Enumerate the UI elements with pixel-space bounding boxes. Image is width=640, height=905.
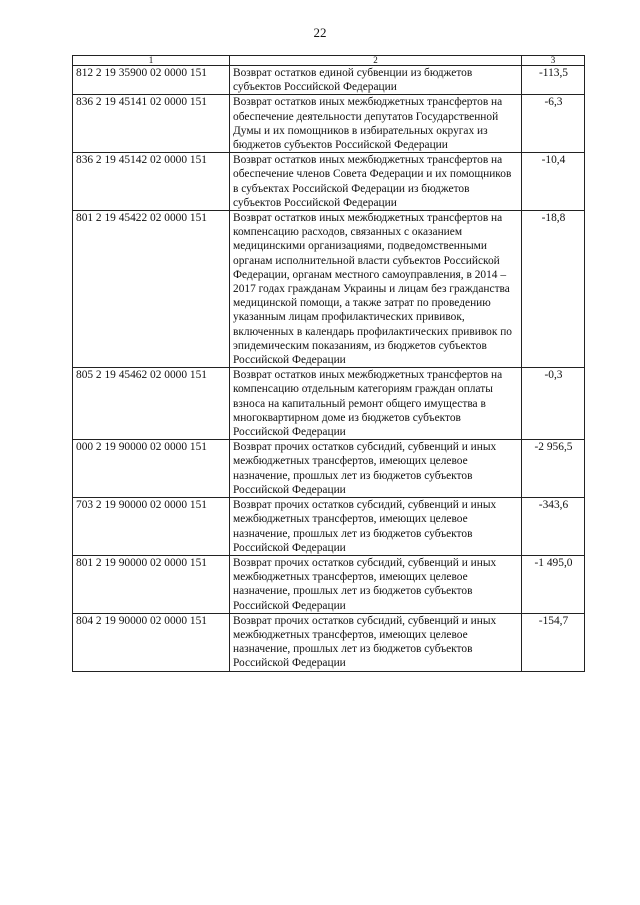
budget-code-cell: 805 2 19 45462 02 0000 151 — [73, 368, 230, 440]
amount-cell: -113,5 — [522, 66, 585, 95]
description-cell: Возврат остатков единой субвенции из бюджетов субъектов Российской Федерации — [230, 66, 522, 95]
budget-code-cell: 801 2 19 45422 02 0000 151 — [73, 211, 230, 368]
table-row — [73, 440, 585, 498]
amount-cell: -1 495,0 — [522, 555, 585, 613]
description-cell: Возврат остатков иных межбюджетных трансфертов на компенсацию расходов, связанных с оказанием медицинскими организациями, подведомственными органам исполнительной власти субъектов Российской Федерации, органам местного самоуправления, в 2014 – 2017 годах гражданам Украины и лицам без гражданства медицинской помощи, а также затрат по проведению указанным лицам профилактических прививок, включенных в календарь профилактических прививок по эпидемическим показаниям, из бюджетов субъектов Российской Федерации — [230, 211, 522, 368]
budget-code-cell: 801 2 19 90000 02 0000 151 — [73, 555, 230, 613]
amount-cell: -2 956,5 — [522, 440, 585, 498]
budget-code-cell: 703 2 19 90000 02 0000 151 — [73, 498, 230, 556]
budget-code-cell: 836 2 19 45142 02 0000 151 — [73, 153, 230, 211]
table-row — [73, 498, 585, 556]
description-cell: Возврат прочих остатков субсидий, субвенций и иных межбюджетных трансфертов, имеющих целевое назначение, прошлых лет из бюджетов субъектов Российской Федерации — [230, 498, 522, 556]
amount-cell: -154,7 — [522, 613, 585, 671]
table-row — [73, 211, 585, 368]
column-number-description: 2 — [230, 56, 522, 66]
table-row — [73, 613, 585, 671]
table-row — [73, 66, 585, 95]
description-cell: Возврат прочих остатков субсидий, субвенций и иных межбюджетных трансфертов, имеющих целевое назначение, прошлых лет из бюджетов субъектов Российской Федерации — [230, 555, 522, 613]
description-cell: Возврат прочих остатков субсидий, субвенций и иных межбюджетных трансфертов, имеющих целевое назначение, прошлых лет из бюджетов субъектов Российской Федерации — [230, 440, 522, 498]
amount-cell: -6,3 — [522, 95, 585, 153]
amount-cell: -10,4 — [522, 153, 585, 211]
budget-table — [72, 55, 585, 672]
column-number-amount: 3 — [522, 56, 585, 66]
description-cell: Возврат остатков иных межбюджетных трансфертов на обеспечение деятельности депутатов Государственной Думы и их помощников в избирательных округах из бюджетов субъектов Российской Федерации — [230, 95, 522, 153]
description-cell: Возврат остатков иных межбюджетных трансфертов на обеспечение членов Совета Федерации и их помощников в субъектах Российской Федерации из бюджетов субъектов Российской Федерации — [230, 153, 522, 211]
table-row — [73, 368, 585, 440]
budget-code-cell: 000 2 19 90000 02 0000 151 — [73, 440, 230, 498]
table-row — [73, 95, 585, 153]
page-number: 22 — [313, 25, 327, 40]
budget-code-cell: 836 2 19 45141 02 0000 151 — [73, 95, 230, 153]
amount-cell: -18,8 — [522, 211, 585, 368]
column-number-code: 1 — [73, 56, 230, 66]
description-cell: Возврат прочих остатков субсидий, субвенций и иных межбюджетных трансфертов, имеющих целевое назначение, прошлых лет из бюджетов субъектов Российской Федерации — [230, 613, 522, 671]
amount-cell: -0,3 — [522, 368, 585, 440]
description-cell: Возврат остатков иных межбюджетных трансфертов на компенсацию отдельным категориям граждан оплаты взноса на капитальный ремонт общего имущества в многоквартирном доме из бюджетов субъектов Российской Федерации — [230, 368, 522, 440]
amount-cell: -343,6 — [522, 498, 585, 556]
budget-code-cell: 804 2 19 90000 02 0000 151 — [73, 613, 230, 671]
table-row — [73, 555, 585, 613]
column-number-row — [73, 56, 585, 66]
table-row — [73, 153, 585, 211]
budget-code-cell: 812 2 19 35900 02 0000 151 — [73, 66, 230, 95]
